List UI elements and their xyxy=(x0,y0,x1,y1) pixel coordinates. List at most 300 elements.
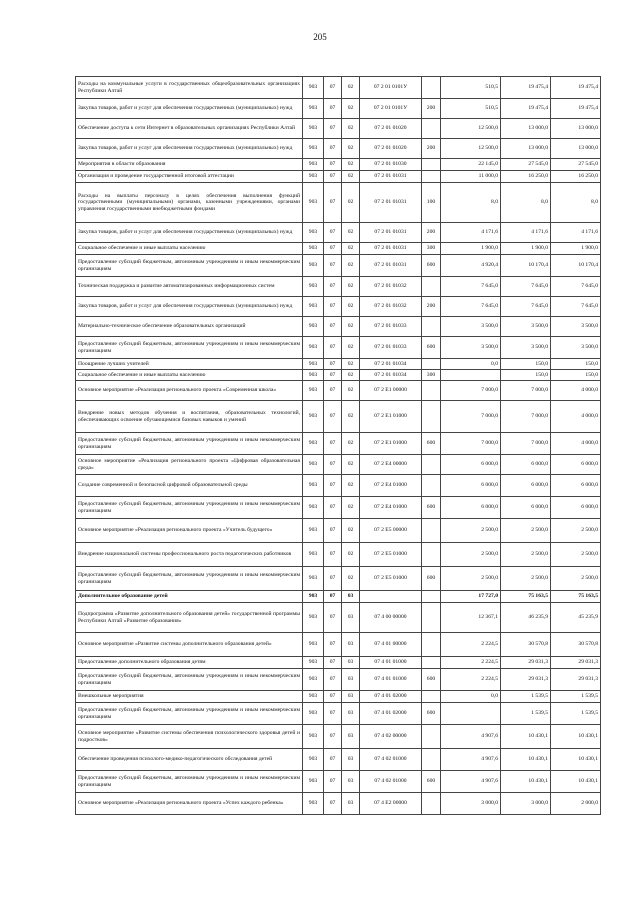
subsection-code: 02 xyxy=(342,567,360,591)
expense-type-code: 200 xyxy=(422,223,441,243)
amount-year-3: 16 250,0 xyxy=(551,171,601,183)
section-code: 07 xyxy=(324,317,342,337)
amount-year-3: 30 570,8 xyxy=(551,633,601,657)
expense-type-code xyxy=(422,725,441,749)
amount-year-1: 3 000,0 xyxy=(441,793,501,815)
table-row xyxy=(76,497,601,519)
amount-year-3: 10 430,1 xyxy=(551,725,601,749)
amount-year-1: 12 500,0 xyxy=(441,139,501,159)
amount-year-3: 2 500,0 xyxy=(551,567,601,591)
ministry-code: 903 xyxy=(303,223,324,243)
ministry-code: 903 xyxy=(303,455,324,475)
section-code: 07 xyxy=(324,497,342,519)
row-description: Предоставление субсидий бюджетным, автономным учреждениям и иным некоммерческим организациям xyxy=(76,771,303,793)
target-article-code: 07 4 01 02000 xyxy=(360,691,422,703)
section-code: 07 xyxy=(324,519,342,543)
amount-year-2: 27 545,0 xyxy=(501,159,551,171)
amount-year-3: 2 500,0 xyxy=(551,543,601,567)
subsection-code: 02 xyxy=(342,255,360,277)
target-article-code: 07 2 01 0101У xyxy=(360,77,422,99)
amount-year-3: 10 430,1 xyxy=(551,749,601,771)
expense-type-code xyxy=(422,119,441,139)
ministry-code: 903 xyxy=(303,703,324,725)
amount-year-2: 29 031,3 xyxy=(501,669,551,691)
expense-type-code: 600 xyxy=(422,669,441,691)
table-row xyxy=(76,277,601,297)
amount-year-2: 150,0 xyxy=(501,359,551,370)
target-article-code: 07 4 00 00000 xyxy=(360,603,422,633)
target-article-code: 07 4 02 01000 xyxy=(360,749,422,771)
amount-year-3: 4 000,0 xyxy=(551,401,601,433)
expense-type-code xyxy=(422,401,441,433)
table-row xyxy=(76,519,601,543)
row-description: Предоставление субсидий бюджетным, автономным учреждениям и иным некоммерческим организациям xyxy=(76,337,303,359)
table-row xyxy=(76,119,601,139)
amount-year-2: 7 000,0 xyxy=(501,381,551,401)
expense-type-code: 100 xyxy=(422,183,441,223)
section-code: 07 xyxy=(324,277,342,297)
ministry-code: 903 xyxy=(303,359,324,370)
row-description: Расходы на выплаты персоналу в целях обеспечения выполнения функций государственными (муниципальными) органами, казенными учреждениями, органами управления государственными внебюджетными фондами xyxy=(76,183,303,223)
target-article-code: 07 2 01 0101У xyxy=(360,99,422,119)
table-row xyxy=(76,633,601,657)
subsection-code: 03 xyxy=(342,591,360,603)
target-article-code: 07 2 01 01020 xyxy=(360,119,422,139)
amount-year-1: 3 500,0 xyxy=(441,317,501,337)
expense-type-code xyxy=(422,691,441,703)
target-article-code: 07 4 01 02000 xyxy=(360,703,422,725)
expense-type-code xyxy=(422,543,441,567)
expense-type-code xyxy=(422,317,441,337)
target-article-code: 07 2 E4 01000 xyxy=(360,475,422,497)
table-row xyxy=(76,243,601,255)
subsection-code: 02 xyxy=(342,277,360,297)
ministry-code: 903 xyxy=(303,119,324,139)
section-code: 07 xyxy=(324,771,342,793)
amount-year-2: 2 500,0 xyxy=(501,567,551,591)
section-code: 07 xyxy=(324,337,342,359)
row-description: Социальное обеспечение и иные выплаты населению xyxy=(76,370,303,381)
table-row xyxy=(76,183,601,223)
expense-type-code: 600 xyxy=(422,567,441,591)
row-description: Закупка товаров, работ и услуг для обеспечения государственных (муниципальных) нужд xyxy=(76,99,303,119)
subsection-code: 02 xyxy=(342,359,360,370)
amount-year-3: 6 000,0 xyxy=(551,475,601,497)
subsection-code: 02 xyxy=(342,370,360,381)
ministry-code: 903 xyxy=(303,475,324,497)
subsection-code: 02 xyxy=(342,543,360,567)
amount-year-1: 2 224,5 xyxy=(441,633,501,657)
ministry-code: 903 xyxy=(303,543,324,567)
section-code: 07 xyxy=(324,793,342,815)
amount-year-1: 6 000,0 xyxy=(441,497,501,519)
amount-year-3: 1 539,5 xyxy=(551,703,601,725)
section-code: 07 xyxy=(324,475,342,497)
expense-type-code: 600 xyxy=(422,433,441,455)
row-description: Подпрограмма «Развитие дополнительного образования детей» государственной программы Республики Алтай «Развитие образования» xyxy=(76,603,303,633)
target-article-code: 07 2 E4 01000 xyxy=(360,497,422,519)
row-description: Предоставление субсидий бюджетным, автономным учреждениям и иным некоммерческим организациям xyxy=(76,567,303,591)
section-code: 07 xyxy=(324,297,342,317)
budget-table-body xyxy=(76,77,601,815)
expense-type-code xyxy=(422,77,441,99)
amount-year-3: 13 000,0 xyxy=(551,119,601,139)
amount-year-3: 2 500,0 xyxy=(551,519,601,543)
section-code: 07 xyxy=(324,183,342,223)
amount-year-2: 13 000,0 xyxy=(501,119,551,139)
row-description: Основное мероприятие «Развитие системы обеспечения психологического здоровья детей и подростков» xyxy=(76,725,303,749)
expense-type-code xyxy=(422,171,441,183)
ministry-code: 903 xyxy=(303,433,324,455)
row-description: Организация и проведение государственной итоговой аттестации xyxy=(76,171,303,183)
table-row xyxy=(76,433,601,455)
ministry-code: 903 xyxy=(303,337,324,359)
row-description: Поощрение лучших учителей xyxy=(76,359,303,370)
section-code: 07 xyxy=(324,370,342,381)
expense-type-code xyxy=(422,591,441,603)
ministry-code: 903 xyxy=(303,370,324,381)
table-row xyxy=(76,337,601,359)
amount-year-1: 2 500,0 xyxy=(441,519,501,543)
ministry-code: 903 xyxy=(303,243,324,255)
row-description: Закупка товаров, работ и услуг для обеспечения государственных (муниципальных) нужд xyxy=(76,139,303,159)
subsection-code: 03 xyxy=(342,725,360,749)
target-article-code: 07 4 01 00000 xyxy=(360,633,422,657)
row-description: Материально-техническое обеспечение образовательных организаций xyxy=(76,317,303,337)
section-code: 07 xyxy=(324,255,342,277)
amount-year-3: 45 235,9 xyxy=(551,603,601,633)
ministry-code: 903 xyxy=(303,277,324,297)
expense-type-code xyxy=(422,381,441,401)
section-code: 07 xyxy=(324,243,342,255)
table-row xyxy=(76,703,601,725)
amount-year-2: 10 430,1 xyxy=(501,725,551,749)
section-code: 07 xyxy=(324,359,342,370)
amount-year-1: 8,0 xyxy=(441,183,501,223)
table-row xyxy=(76,77,601,99)
amount-year-2: 6 000,0 xyxy=(501,455,551,475)
budget-table xyxy=(75,76,601,815)
amount-year-3: 7 645,0 xyxy=(551,277,601,297)
table-row xyxy=(76,139,601,159)
amount-year-1: 17 727,0 xyxy=(441,591,501,603)
section-code: 07 xyxy=(324,633,342,657)
row-description: Предоставление субсидий бюджетным, автономным учреждениям и иным некоммерческим организациям xyxy=(76,669,303,691)
amount-year-2: 150,0 xyxy=(501,370,551,381)
amount-year-3: 10 170,4 xyxy=(551,255,601,277)
target-article-code: 07 2 E1 01000 xyxy=(360,433,422,455)
ministry-code: 903 xyxy=(303,691,324,703)
ministry-code: 903 xyxy=(303,771,324,793)
amount-year-1: 7 645,0 xyxy=(441,277,501,297)
target-article-code: 07 2 01 01033 xyxy=(360,317,422,337)
ministry-code: 903 xyxy=(303,183,324,223)
row-description: Дополнительное образование детей xyxy=(76,591,303,603)
subsection-code: 02 xyxy=(342,433,360,455)
target-article-code: 07 2 E4 00000 xyxy=(360,455,422,475)
ministry-code: 903 xyxy=(303,497,324,519)
row-description: Предоставление субсидий бюджетным, автономным учреждениям и иным некоммерческим организациям xyxy=(76,433,303,455)
amount-year-1: 2 500,0 xyxy=(441,543,501,567)
ministry-code: 903 xyxy=(303,603,324,633)
amount-year-3: 6 000,0 xyxy=(551,455,601,475)
amount-year-1: 7 000,0 xyxy=(441,433,501,455)
expense-type-code xyxy=(422,159,441,171)
expense-type-code xyxy=(422,749,441,771)
amount-year-1: 4 907,6 xyxy=(441,771,501,793)
amount-year-2: 6 000,0 xyxy=(501,475,551,497)
target-article-code: 07 2 01 01033 xyxy=(360,337,422,359)
amount-year-3: 4 000,0 xyxy=(551,433,601,455)
amount-year-1: 4 907,6 xyxy=(441,749,501,771)
section-code: 07 xyxy=(324,543,342,567)
ministry-code: 903 xyxy=(303,317,324,337)
subsection-code: 02 xyxy=(342,99,360,119)
section-code: 07 xyxy=(324,99,342,119)
ministry-code: 903 xyxy=(303,633,324,657)
row-description: Расходы на коммунальные услуги в государственных общеобразовательных организациях Республики Алтай xyxy=(76,77,303,99)
target-article-code: 07 2 E1 01000 xyxy=(360,401,422,433)
table-row xyxy=(76,793,601,815)
amount-year-2: 75 163,5 xyxy=(501,591,551,603)
amount-year-3: 6 000,0 xyxy=(551,497,601,519)
section-code: 07 xyxy=(324,591,342,603)
table-row xyxy=(76,603,601,633)
row-description: Внедрение новых методов обучения и воспитания, образовательных технологий, обеспечивающих освоение обучающимися базовых навыков и умений xyxy=(76,401,303,433)
row-description: Основное мероприятие «Развитие системы дополнительного образования детей» xyxy=(76,633,303,657)
row-description: Предоставление субсидий бюджетным, автономным учреждениям и иным некоммерческим организациям xyxy=(76,255,303,277)
amount-year-1: 2 224,5 xyxy=(441,669,501,691)
amount-year-1: 7 000,0 xyxy=(441,401,501,433)
row-description: Основное мероприятие «Реализация регионального проекта «Учитель будущего» xyxy=(76,519,303,543)
amount-year-3: 8,0 xyxy=(551,183,601,223)
row-description: Внешкольные мероприятия xyxy=(76,691,303,703)
expense-type-code xyxy=(422,359,441,370)
amount-year-1: 2 224,5 xyxy=(441,657,501,669)
amount-year-2: 13 000,0 xyxy=(501,139,551,159)
subsection-code: 03 xyxy=(342,657,360,669)
target-article-code: 07 2 E1 00000 xyxy=(360,381,422,401)
amount-year-1: 2 500,0 xyxy=(441,567,501,591)
subsection-code: 03 xyxy=(342,633,360,657)
subsection-code: 03 xyxy=(342,691,360,703)
table-row xyxy=(76,297,601,317)
section-code: 07 xyxy=(324,455,342,475)
table-row xyxy=(76,749,601,771)
ministry-code: 903 xyxy=(303,567,324,591)
section-code: 07 xyxy=(324,657,342,669)
expense-type-code: 600 xyxy=(422,703,441,725)
table-row xyxy=(76,401,601,433)
row-description: Основное мероприятие «Реализация регионального проекта «Современная школа» xyxy=(76,381,303,401)
table-row xyxy=(76,543,601,567)
amount-year-3: 2 000,0 xyxy=(551,793,601,815)
amount-year-3: 4 000,0 xyxy=(551,381,601,401)
amount-year-1: 1 900,0 xyxy=(441,243,501,255)
amount-year-1: 11 000,0 xyxy=(441,171,501,183)
subsection-code: 02 xyxy=(342,183,360,223)
subsection-code: 02 xyxy=(342,243,360,255)
table-row xyxy=(76,370,601,381)
target-article-code: 07 4 02 01000 xyxy=(360,771,422,793)
amount-year-2: 7 000,0 xyxy=(501,401,551,433)
row-description: Основное мероприятие «Реализация регионального проекта «Цифровая образовательная среда» xyxy=(76,455,303,475)
subsection-code: 02 xyxy=(342,119,360,139)
amount-year-2: 2 500,0 xyxy=(501,543,551,567)
amount-year-3: 7 645,0 xyxy=(551,297,601,317)
amount-year-3: 1 900,0 xyxy=(551,243,601,255)
row-description: Предоставление субсидий бюджетным, автономным учреждениям и иным некоммерческим организациям xyxy=(76,703,303,725)
ministry-code: 903 xyxy=(303,725,324,749)
table-row xyxy=(76,725,601,749)
row-description: Техническая поддержка и развитие автоматизированных информационных систем xyxy=(76,277,303,297)
subsection-code: 03 xyxy=(342,703,360,725)
table-row xyxy=(76,99,601,119)
expense-type-code: 600 xyxy=(422,497,441,519)
expense-type-code: 600 xyxy=(422,255,441,277)
amount-year-1: 4 171,6 xyxy=(441,223,501,243)
amount-year-1: 3 500,0 xyxy=(441,337,501,359)
subsection-code: 02 xyxy=(342,401,360,433)
amount-year-2: 2 500,0 xyxy=(501,519,551,543)
table-row xyxy=(76,159,601,171)
target-article-code: 07 2 01 01032 xyxy=(360,297,422,317)
target-article-code xyxy=(360,591,422,603)
target-article-code: 07 2 01 01031 xyxy=(360,183,422,223)
subsection-code: 02 xyxy=(342,455,360,475)
ministry-code: 903 xyxy=(303,669,324,691)
target-article-code: 07 4 02 00000 xyxy=(360,725,422,749)
target-article-code: 07 2 01 01031 xyxy=(360,171,422,183)
subsection-code: 02 xyxy=(342,381,360,401)
amount-year-1: 4 920,4 xyxy=(441,255,501,277)
amount-year-2: 7 000,0 xyxy=(501,433,551,455)
subsection-code: 03 xyxy=(342,793,360,815)
page-number: 205 xyxy=(313,32,327,42)
section-code: 07 xyxy=(324,725,342,749)
amount-year-3: 27 545,0 xyxy=(551,159,601,171)
subsection-code: 02 xyxy=(342,223,360,243)
row-description: Мероприятия в области образования xyxy=(76,159,303,171)
table-row xyxy=(76,669,601,691)
amount-year-2: 10 430,1 xyxy=(501,771,551,793)
section-code: 07 xyxy=(324,139,342,159)
row-description: Предоставление субсидий бюджетным, автономным учреждениям и иным некоммерческим организациям xyxy=(76,497,303,519)
ministry-code: 903 xyxy=(303,591,324,603)
section-code: 07 xyxy=(324,433,342,455)
target-article-code: 07 2 01 01034 xyxy=(360,359,422,370)
amount-year-2: 1 900,0 xyxy=(501,243,551,255)
amount-year-3: 29 031,3 xyxy=(551,669,601,691)
table-row xyxy=(76,691,601,703)
subsection-code: 02 xyxy=(342,297,360,317)
table-row xyxy=(76,455,601,475)
amount-year-1: 12 500,0 xyxy=(441,119,501,139)
amount-year-2: 1 539,5 xyxy=(501,703,551,725)
amount-year-3: 10 430,1 xyxy=(551,771,601,793)
amount-year-3: 19 475,4 xyxy=(551,77,601,99)
target-article-code: 07 2 E5 00000 xyxy=(360,519,422,543)
amount-year-2: 19 475,4 xyxy=(501,77,551,99)
amount-year-1: 7 000,0 xyxy=(441,381,501,401)
amount-year-3: 19 475,4 xyxy=(551,99,601,119)
ministry-code: 903 xyxy=(303,255,324,277)
table-row xyxy=(76,171,601,183)
target-article-code: 07 4 E2 00000 xyxy=(360,793,422,815)
amount-year-3: 29 031,3 xyxy=(551,657,601,669)
section-code: 07 xyxy=(324,691,342,703)
ministry-code: 903 xyxy=(303,139,324,159)
section-code: 07 xyxy=(324,401,342,433)
row-description: Закупка товаров, работ и услуг для обеспечения государственных (муниципальных) нужд xyxy=(76,297,303,317)
table-row xyxy=(76,567,601,591)
amount-year-2: 10 170,4 xyxy=(501,255,551,277)
amount-year-1 xyxy=(441,703,501,725)
target-article-code: 07 2 01 01032 xyxy=(360,277,422,297)
table-row xyxy=(76,359,601,370)
target-article-code: 07 2 01 01020 xyxy=(360,139,422,159)
amount-year-1: 0,0 xyxy=(441,359,501,370)
expense-type-code xyxy=(422,519,441,543)
amount-year-2: 6 000,0 xyxy=(501,497,551,519)
subsection-code: 03 xyxy=(342,603,360,633)
section-code: 07 xyxy=(324,77,342,99)
amount-year-2: 30 570,8 xyxy=(501,633,551,657)
ministry-code: 903 xyxy=(303,519,324,543)
row-description: Обеспечение проведения психолого-медико-педагогического обследования детей xyxy=(76,749,303,771)
table-row xyxy=(76,317,601,337)
amount-year-3: 4 171,6 xyxy=(551,223,601,243)
expense-type-code xyxy=(422,277,441,297)
section-code: 07 xyxy=(324,603,342,633)
amount-year-2: 46 235,9 xyxy=(501,603,551,633)
subsection-code: 03 xyxy=(342,669,360,691)
ministry-code: 903 xyxy=(303,657,324,669)
amount-year-3: 150,0 xyxy=(551,359,601,370)
table-row xyxy=(76,475,601,497)
expense-type-code xyxy=(422,793,441,815)
target-article-code: 07 2 01 01031 xyxy=(360,255,422,277)
amount-year-2: 16 250,0 xyxy=(501,171,551,183)
table-row xyxy=(76,771,601,793)
section-code: 07 xyxy=(324,223,342,243)
subsection-code: 02 xyxy=(342,159,360,171)
amount-year-1 xyxy=(441,370,501,381)
subsection-code: 02 xyxy=(342,337,360,359)
amount-year-1: 6 000,0 xyxy=(441,455,501,475)
subsection-code: 02 xyxy=(342,317,360,337)
expense-type-code xyxy=(422,455,441,475)
amount-year-1: 510,5 xyxy=(441,77,501,99)
ministry-code: 903 xyxy=(303,159,324,171)
target-article-code: 07 4 01 01000 xyxy=(360,657,422,669)
section-code: 07 xyxy=(324,159,342,171)
amount-year-3: 150,0 xyxy=(551,370,601,381)
section-code: 07 xyxy=(324,381,342,401)
target-article-code: 07 2 E5 01000 xyxy=(360,567,422,591)
amount-year-2: 1 539,5 xyxy=(501,691,551,703)
row-description: Закупка товаров, работ и услуг для обеспечения государственных (муниципальных) нужд xyxy=(76,223,303,243)
expense-type-code xyxy=(422,657,441,669)
row-description: Внедрение национальной системы профессионального роста педагогических работников xyxy=(76,543,303,567)
expense-type-code: 200 xyxy=(422,297,441,317)
amount-year-2: 8,0 xyxy=(501,183,551,223)
target-article-code: 07 2 01 01031 xyxy=(360,223,422,243)
amount-year-3: 1 539,5 xyxy=(551,691,601,703)
subsection-code: 02 xyxy=(342,475,360,497)
expense-type-code xyxy=(422,603,441,633)
table-row xyxy=(76,591,601,603)
